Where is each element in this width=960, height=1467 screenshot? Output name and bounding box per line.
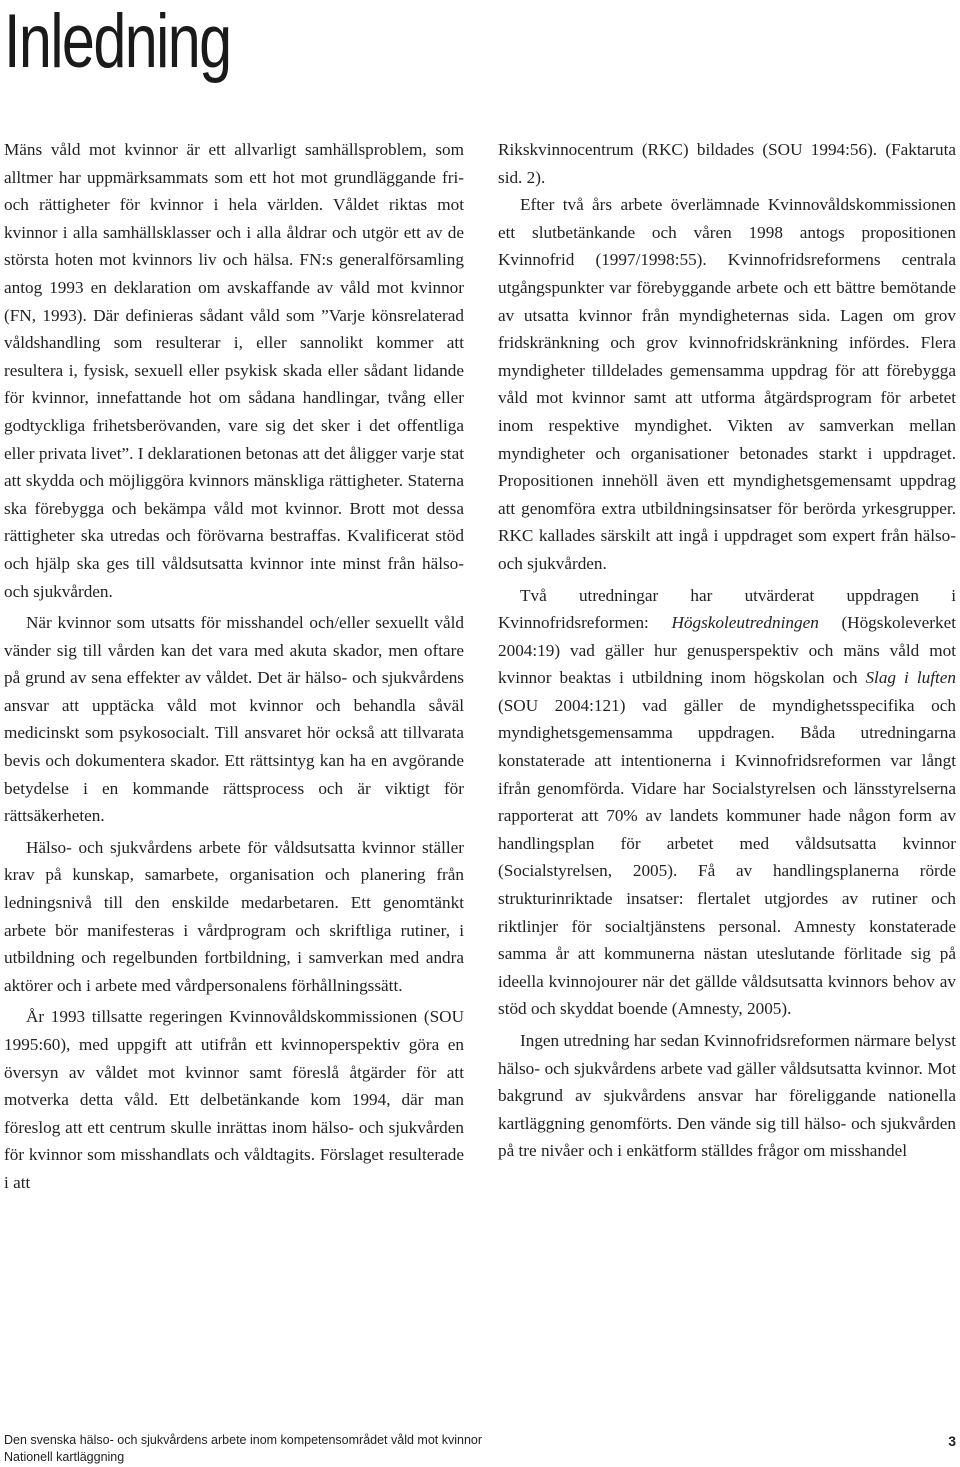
report-title-italic: Slag i luften [865, 668, 956, 688]
text-span: (SOU 2004:121) vad gäller de myndighetsspecifika och myndighetsgemensamma uppdragen. Båda utredningarna konstaterade att intentionerna i Kvinnofridsreformen var långt ifrån genomförda. Vidare har Socialstyrelsen och länsstyrelserna rapporterat att 70% av landets kommuner hade någon form av handlingsplan för arbetet med våldsutsatta kvinnor (Socialstyrelsen, 2005). Få av handlingsplanerna rörde strukturinriktade insatser: flertalet utgjordes av rutiner och riktlinjer för socialtjänstens personal. Amnesty konstaterade samma år att kommunerna nästan uteslutande förlitade sig på ideella kvinnojourer när det gällde våldsutsatta kvinnors behov av stöd och skyddat boende (Amnesty, 2005). [498, 695, 956, 1019]
footer-subtitle: Nationell kartläggning [4, 1450, 125, 1464]
paragraph: Rikskvinnocentrum (RKC) bildades (SOU 1994:56). (Faktaruta sid. 2). [498, 140, 956, 187]
paragraph [498, 582, 956, 1024]
text-span: Två utredningar har utvärderat uppdragen i Kvinnofridsreformen: [498, 585, 956, 633]
right-column [498, 136, 956, 1165]
footer-title: Den svenska hälso- och sjukvårdens arbete inom kompetensområdet våld mot kvinnor [4, 1433, 483, 1447]
page-footer [4, 1432, 956, 1466]
paragraph: År 1993 tillsatte regeringen Kvinnovåldskommissionen (SOU 1995:60), med uppgift att utifrån ett kvinnoperspektiv göra en översyn av våldet mot kvinnor samt föreslå åtgärder för att motverka detta våld. Ett delbetänkande kom 1994, där man föreslog att ett centrum skulle inrättas inom hälso- och sjukvården för kvinnor som misshandlats och våldtagits. Förslaget resulterade i att [4, 1007, 464, 1192]
paragraph: Hälso- och sjukvårdens arbete för våldsutsatta kvinnor ställer krav på kunskap, samarbete, organisation och planering från ledningsnivå till den enskilde medarbetaren. Ett genomtänkt arbete bör manifesteras i vårdprogram och skriftliga rutiner, i utbildning och regelbunden fortbildning, i samverkan med andra aktörer och i arbete med vårdpersonalens förhållningssätt. [4, 837, 464, 995]
left-column [4, 136, 464, 1197]
text-span: (Högskoleverket 2004:19) vad gäller hur genusperspektiv och mäns våld mot kvinnor beaktas i utbildning inom högskolan och [498, 613, 956, 688]
paragraph: När kvinnor som utsatts för misshandel och/eller sexuellt våld vänder sig till vården kan det vara med akuta skador, men oftare på grund av sena effekter av våldet. Det är hälso- och sjukvårdens ansvar att upptäcka våld mot kvinnor och behandla såväl medicinskt som psykosocialt. Till ansvaret hör också att tillvarata bevis och dokumentera skador. Ett rättsintyg kan ha en avgörande betydelse i en kommande rättsprocess och är viktigt för rättsäkerheten. [4, 613, 464, 826]
paragraph: Efter två års arbete överlämnade Kvinnovåldskommissionen ett slutbetänkande och våren 1998 antogs propositionen Kvinnofrid (1997/1998:55). Kvinnofridsreformens centrala utgångspunkter var förebyggande arbete och ett bättre bemötande av utsatta kvinnor från myndigheternas sida. Lagen om grov fridskränkning och grov kvinnofridskränkning infördes. Flera myndigheter tilldelades gemensamma uppdrag för att förebygga våld mot kvinnor samt att utforma åtgärdsprogram för arbetet inom respektive myndighet. Vikten av samverkan mellan myndigheter och organisationer betonades starkt i uppdraget. Propositionen innehöll även ett myndighetsgemensamt uppdrag att genomföra extra utbildningsinsatser för berörda yrkesgrupper. RKC kallades särskilt att ingå i uppdraget som expert från hälso- och sjukvården. [498, 195, 956, 573]
paragraph: Mäns våld mot kvinnor är ett allvarligt samhällsproblem, som alltmer har uppmärksammats som ett hot mot grundläggande fri- och rättigheter för kvinnor i hela världen. Våldet riktas mot kvinnor i alla samhällsklasser och i alla åldrar och utgör ett av de största hoten mot kvinnors liv och hälsa. FN:s generalförsamling antog 1993 en deklaration om avskaffande av våld mot kvinnor (FN, 1993). Där definieras sådant våld som ”Varje könsrelaterad våldshandling som resulterar i, eller sannolikt kommer att resultera i, fysisk, sexuell eller psykisk skada eller sådant lidande för kvinnor, innefattande hot om sådana handlingar, tvång eller godtyckliga frihetsberövanden, vare sig det sker i det offentliga eller privata livet”. I deklarationen betonas att det åligger varje stat att skydda och möjliggöra kvinnors mänskliga rättigheter. Staterna ska förebygga och bekämpa våld mot kvinnor. Brott mot dessa rättigheter ska utredas och förövarna bestraffas. Kvalificerat stöd och hjälp ska ges till våldsutsatta kvinnor inte minst från hälso- och sjukvården. [4, 140, 464, 601]
report-title-italic: Högskoleutredningen [671, 613, 819, 633]
page-title: Inledning [4, 0, 231, 84]
paragraph: Ingen utredning har sedan Kvinnofridsreformen närmare belyst hälso- och sjukvårdens arbete vad gäller våldsutsatta kvinnor. Mot bakgrund av sjukvårdens ansvar har föreliggande nationella kartläggning genomförts. Den vände sig till hälso- och sjukvården på tre nivåer och i enkätform ställdes frågor om misshandel [498, 1031, 956, 1161]
page-number: 3 [948, 1433, 956, 1449]
